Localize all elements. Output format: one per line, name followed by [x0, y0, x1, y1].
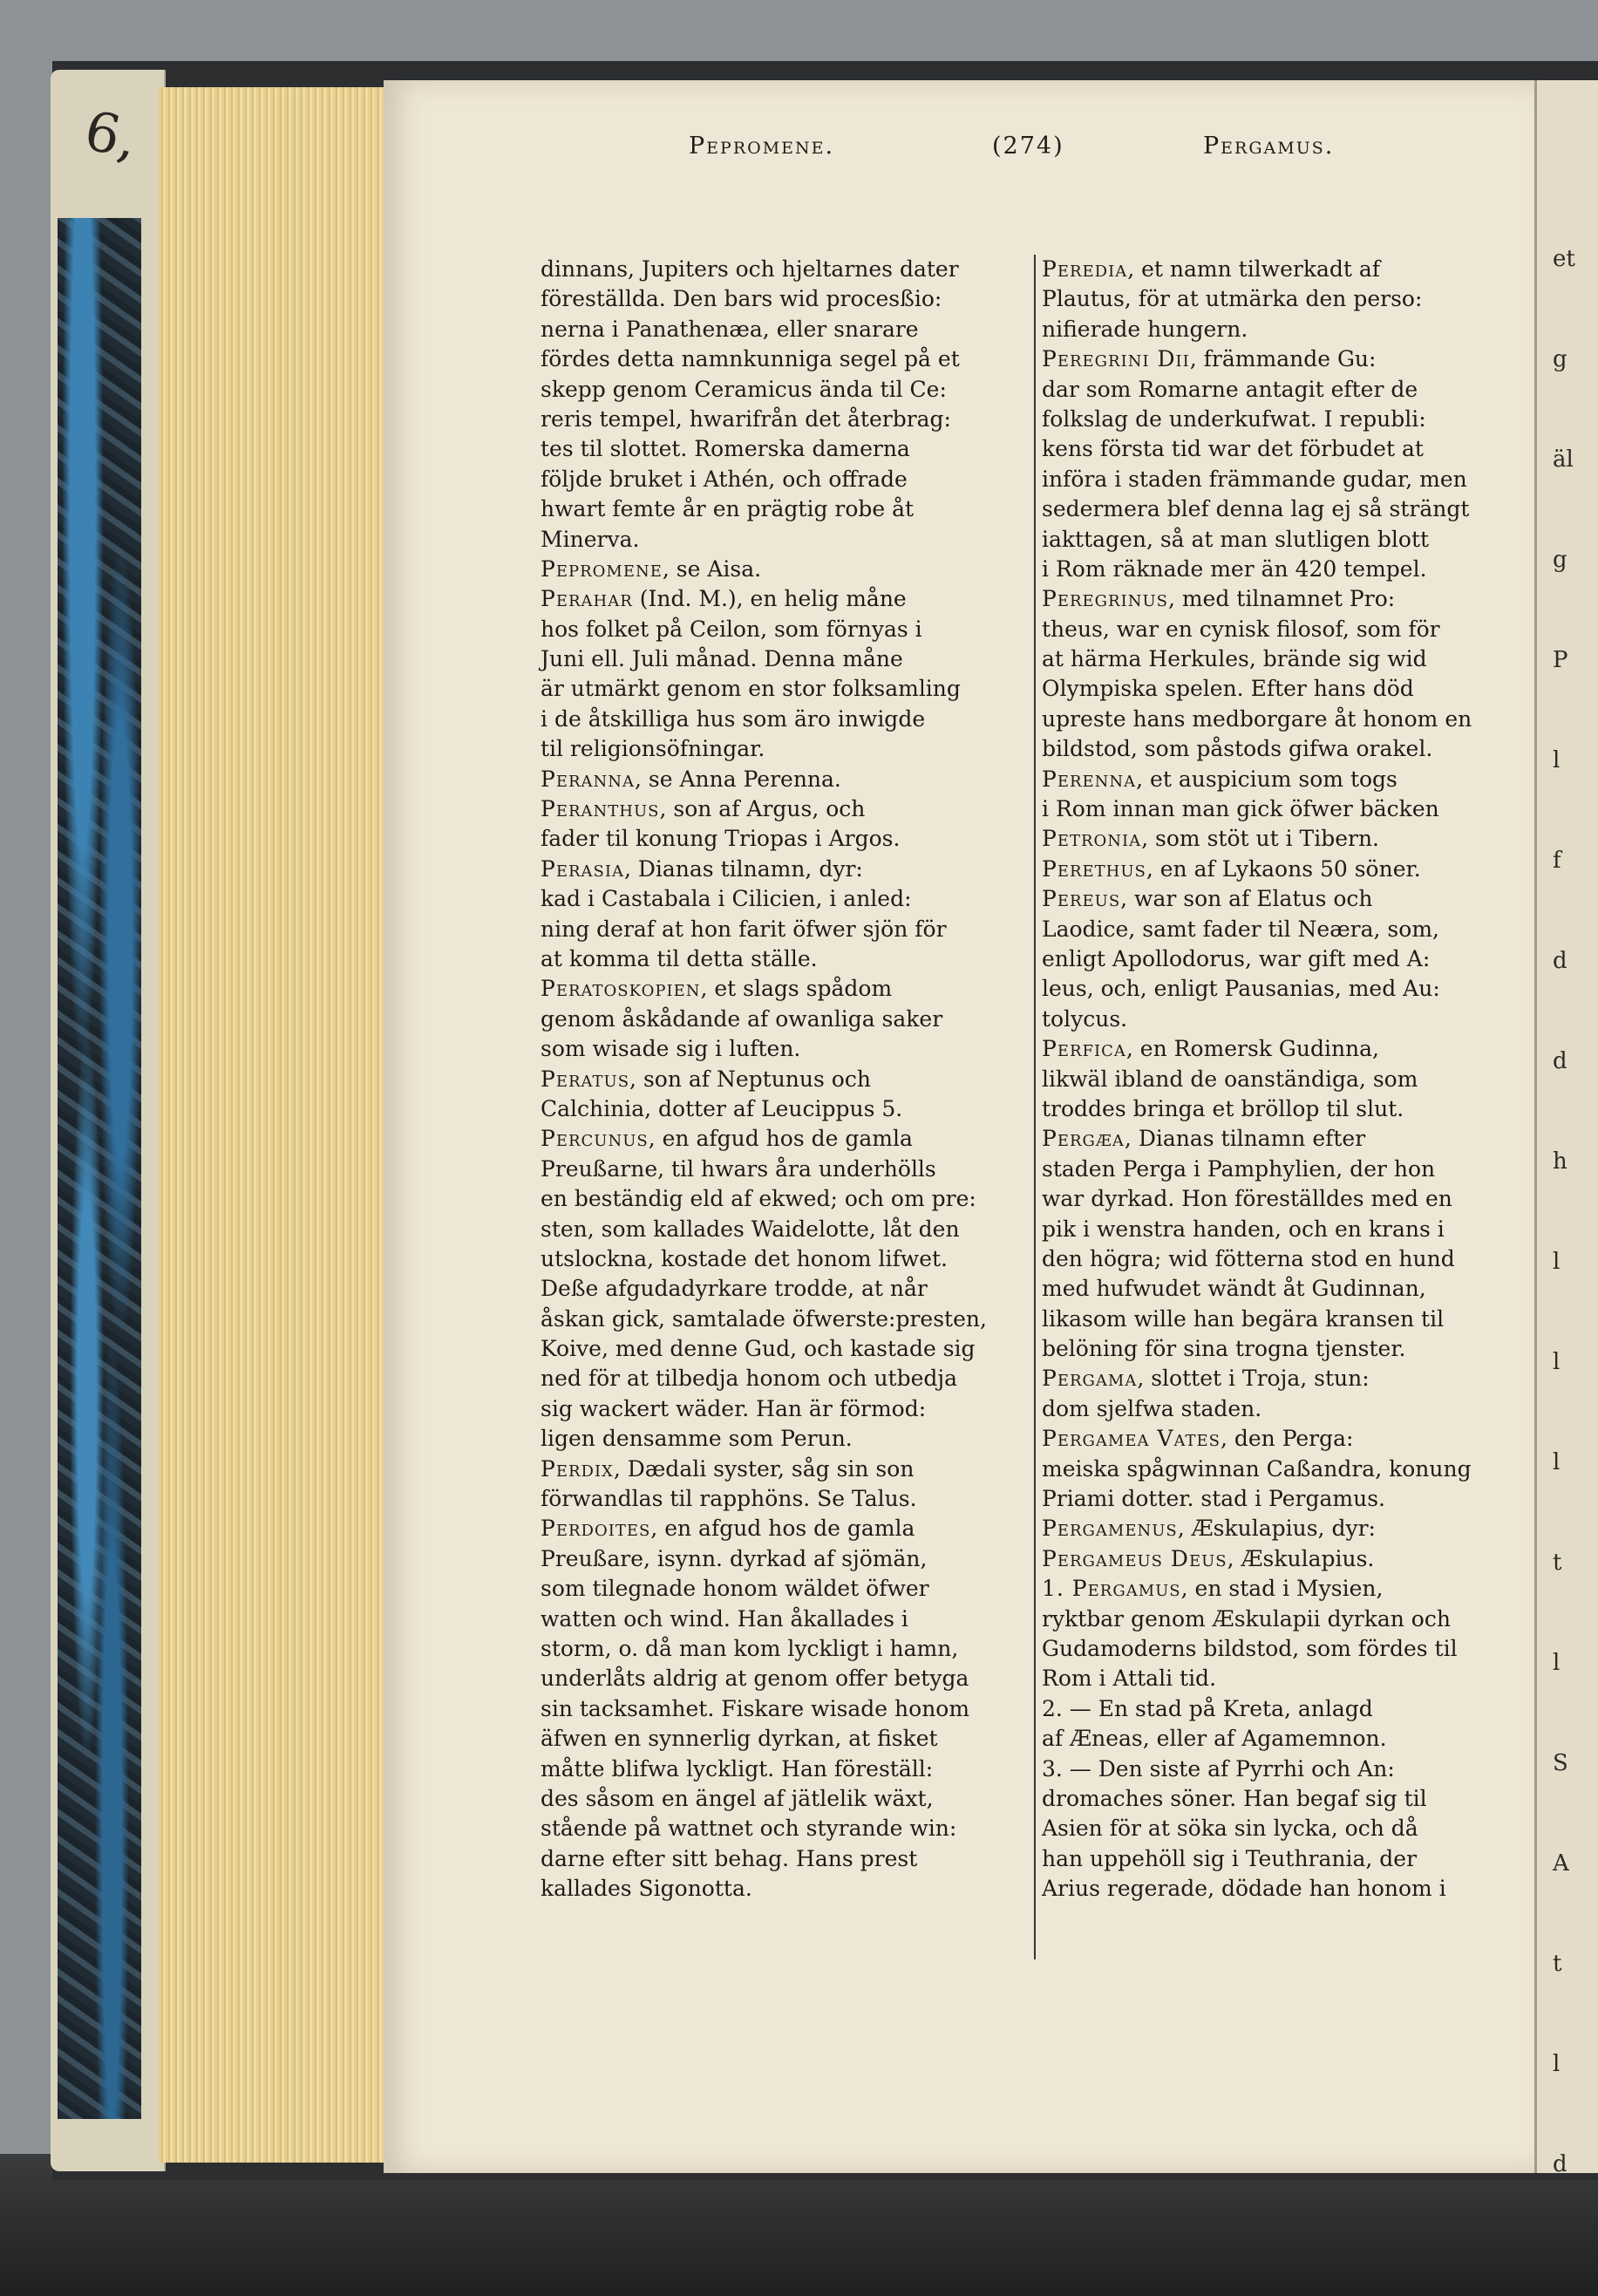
text-line: Pergama, slottet i Troja, stun:: [1042, 1366, 1370, 1392]
text-line: dinnans, Jupiters och hjeltarnes dater: [541, 256, 959, 282]
running-head-right: Pergamus.: [1203, 133, 1335, 160]
text-line: at komma til detta ställe.: [541, 945, 818, 971]
text-line: skepp genom Ceramicus ända til Ce:: [541, 376, 947, 402]
text-line: ryktbar genom Æskulapii dyrkan och: [1042, 1605, 1451, 1632]
text-line: Laodice, samt fader til Neæra, som,: [1042, 916, 1439, 942]
entry-headword: Peranthus: [541, 796, 660, 822]
text-line: Perdix, Dædali syster, såg sin son: [541, 1455, 915, 1482]
text-line: tolycus.: [1042, 1005, 1128, 1032]
text-line: ning deraf at hon farit öfwer sjön för: [541, 916, 947, 942]
text-line: Juni ell. Juli månad. Denna måne: [541, 646, 903, 672]
text-line: Perethus, en af Lykaons 50 söner.: [1042, 855, 1421, 882]
text-line: folkslag de underkufwat. I republi:: [1042, 405, 1426, 432]
text-line: Rom i Attali tid.: [1042, 1666, 1217, 1692]
next-page-fragment: h: [1553, 1148, 1567, 1175]
next-page-fragment: äl: [1553, 446, 1574, 473]
text-line: staden Perga i Pamphylien, der hon: [1042, 1155, 1436, 1182]
text-line: äfwen en synnerlig dyrkan, at fisket: [541, 1726, 938, 1752]
text-line: han uppehöll sig i Teuthrania, der: [1042, 1845, 1418, 1871]
text-line: Perdoites, en afgud hos de gamla: [541, 1516, 915, 1542]
text-line: hos folket på Ceilon, som förnyas i: [541, 616, 922, 642]
text-line: 3. — Den siste af Pyrrhi och An:: [1042, 1755, 1395, 1782]
entry-headword: Pergamenus: [1042, 1516, 1178, 1542]
text-line: fördes detta namnkunniga segel på et: [541, 346, 960, 372]
entry-headword: Pergæa: [1042, 1126, 1125, 1152]
text-line: i de åtskilliga hus som äro inwigde: [541, 705, 926, 732]
text-line: Perahar (Ind. M.), en helig måne: [541, 586, 907, 612]
text-line: theus, war en cynisk filosof, som för: [1042, 616, 1440, 642]
entry-headword: Peregrini Dii: [1042, 346, 1190, 372]
next-page-fragment: t: [1553, 1951, 1562, 1977]
text-line: nerna i Panathenæa, eller snarare: [541, 316, 919, 342]
page-number: (274): [992, 133, 1064, 160]
next-page-fragment: et: [1553, 246, 1575, 272]
entry-headword: Pergamea Vates: [1042, 1426, 1221, 1452]
next-page-fragment: l: [1553, 1249, 1561, 1275]
text-line: som wisade sig i luften.: [541, 1036, 801, 1062]
entry-headword: Petronia: [1042, 826, 1142, 852]
text-line: föreställda. Den bars wid procesßio:: [541, 286, 942, 312]
text-line: Minerva.: [541, 526, 640, 552]
text-line: underlåts aldrig at genom offer betyga: [541, 1666, 969, 1692]
text-line: sig wackert wäder. Han är förmod:: [541, 1395, 927, 1421]
text-line: som tilegnade honom wäldet öfwer: [541, 1576, 929, 1602]
text-line: den högra; wid fötterna stod en hund: [1042, 1245, 1455, 1271]
entry-headword: Perasia: [541, 855, 624, 882]
text-line: införa i staden främmande gudar, men: [1042, 466, 1467, 492]
entry-headword: Perfica: [1042, 1036, 1126, 1062]
text-line: Pepromene, se Aisa.: [541, 555, 762, 582]
next-page-fragment: P: [1553, 647, 1568, 673]
text-line: Peredia, et namn tilwerkadt af: [1042, 256, 1381, 282]
entry-headword: Peregrinus: [1042, 586, 1168, 612]
text-line: Peratoskopien, et slags spådom: [541, 976, 893, 1002]
text-line: följde bruket i Athén, och offrade: [541, 466, 908, 492]
text-line: 1. Pergamus, en stad i Mysien,: [1042, 1576, 1384, 1602]
text-line: Koive, med denne Gud, och kastade sig: [541, 1336, 976, 1362]
entry-headword: Peratus: [541, 1066, 630, 1092]
text-line: Perenna, et auspicium som togs: [1042, 766, 1397, 792]
text-line: Asien för at söka sin lycka, och då: [1042, 1816, 1418, 1842]
text-line: Olympiska spelen. Efter hans död: [1042, 676, 1414, 702]
next-page-fragment: l: [1553, 1449, 1561, 1475]
text-line: Pergamea Vates, den Perga:: [1042, 1426, 1354, 1452]
text-line: nifierade hungern.: [1042, 316, 1248, 342]
text-line: ligen densamme som Perun.: [541, 1426, 853, 1452]
text-line: Pergæa, Dianas tilnamn efter: [1042, 1126, 1366, 1152]
text-line: war dyrkad. Hon föreställdes med en: [1042, 1186, 1452, 1212]
text-line: watten och wind. Han åkallades i: [541, 1605, 908, 1632]
text-line: reris tempel, hwarifrån det återbrag:: [541, 405, 951, 432]
text-line: kad i Castabala i Cilicien, i anled:: [541, 886, 912, 912]
next-page-fragment: d: [1553, 1048, 1567, 1074]
text-line: Peregrinus, med tilnamnet Pro:: [1042, 586, 1396, 612]
text-line: bildstod, som påstods gifwa orakel.: [1042, 736, 1433, 762]
entry-headword: Percunus: [541, 1126, 649, 1152]
next-page-fragment: l: [1553, 1349, 1561, 1375]
text-line: Peranthus, son af Argus, och: [541, 796, 866, 822]
left-text-column: [541, 255, 1037, 1904]
text-line: Priami dotter. stad i Pergamus.: [1042, 1486, 1385, 1512]
text-line: leus, och, enligt Pausanias, med Au:: [1042, 976, 1440, 1002]
text-line: upreste hans medborgare åt honom en: [1042, 705, 1472, 732]
text-line: Calchinia, dotter af Leucippus 5.: [541, 1095, 903, 1121]
text-line: sin tacksamhet. Fiskare wisade honom: [541, 1695, 970, 1721]
page-block-edge: [159, 87, 390, 2163]
text-line: likwäl ibland de oanständiga, som: [1042, 1066, 1418, 1092]
text-line: sten, som kallades Waidelotte, låt den: [541, 1216, 960, 1242]
text-line: Preußarne, til hwars åra underhölls: [541, 1155, 936, 1182]
handwritten-mark: 6,: [79, 98, 144, 172]
entry-headword: Perethus: [1042, 855, 1146, 882]
text-line: en beständig eld af ekwed; och om pre:: [541, 1186, 976, 1212]
text-line: med hufwudet wändt åt Gudinnan,: [1042, 1276, 1426, 1302]
text-line: storm, o. då man kom lyckligt i hamn,: [541, 1635, 959, 1661]
text-line: kens första tid war det förbudet at: [1042, 436, 1424, 462]
next-page-fragment: g: [1553, 346, 1567, 372]
next-page-fragment: d: [1553, 948, 1567, 974]
text-line: åskan gick, samtalade öfwerste:presten,: [541, 1305, 987, 1332]
text-line: Perasia, Dianas tilnamn, dyr:: [541, 855, 863, 882]
text-line: hwart femte år en prägtig robe åt: [541, 496, 915, 522]
entry-headword: Pergameus Deus: [1042, 1545, 1227, 1571]
text-line: Peranna, se Anna Perenna.: [541, 766, 841, 792]
text-line: Perfica, en Romersk Gudinna,: [1042, 1036, 1380, 1062]
next-page-fragment: l: [1553, 747, 1561, 773]
text-line: dar som Romarne antagit efter de: [1042, 376, 1418, 402]
text-line: til religionsöfningar.: [541, 736, 765, 762]
entry-headword: Perenna: [1042, 766, 1137, 792]
text-line: troddes bringa et bröllop til slut.: [1042, 1095, 1404, 1121]
next-page-fragment: A: [1553, 1850, 1569, 1877]
text-line: Pergamenus, Æskulapius, dyr:: [1042, 1516, 1376, 1542]
text-line: belöning för sina trogna tjenster.: [1042, 1336, 1406, 1362]
text-line: Plautus, för at utmärka den perso:: [1042, 286, 1423, 312]
text-line: Pereus, war son af Elatus och: [1042, 886, 1373, 912]
text-line: dom sjelfwa staden.: [1042, 1395, 1262, 1421]
text-line: at härma Herkules, brände sig wid: [1042, 646, 1427, 672]
text-line: Deße afgudadyrkare trodde, at når: [541, 1276, 928, 1302]
text-line: Gudamoderns bildstod, som fördes til: [1042, 1635, 1458, 1661]
text-line: likasom wille han begära kransen til: [1042, 1305, 1445, 1332]
text-line: Arius regerade, dödade han honom i: [1042, 1876, 1446, 1902]
entry-headword: Peratoskopien: [541, 976, 701, 1002]
text-line: i Rom innan man gick öfwer bäcken: [1042, 796, 1439, 822]
entry-headword: Pepromene: [541, 555, 663, 582]
next-page-fragment: d: [1553, 2151, 1567, 2173]
entry-headword: Perahar: [541, 586, 633, 612]
next-page-fragment: t: [1553, 1550, 1562, 1576]
text-line: Peregrini Dii, främmande Gu:: [1042, 346, 1377, 372]
text-line: stående på wattnet och styrande win:: [541, 1816, 957, 1842]
text-line: dromaches söner. Han begaf sig til: [1042, 1785, 1427, 1811]
text-line: iakttagen, så at man slutligen blott: [1042, 526, 1430, 552]
entry-headword: Pergama: [1042, 1366, 1138, 1392]
next-page-edge: [1534, 80, 1598, 2173]
text-line: utslockna, kostade det honom lifwet.: [541, 1245, 948, 1271]
text-line: tes til slottet. Romerska damerna: [541, 436, 910, 462]
text-line: Preußare, isynn. dyrkad af sjömän,: [541, 1545, 928, 1571]
text-line: des såsom en ängel af jätlelik wäxt,: [541, 1785, 934, 1811]
text-line: pik i wenstra handen, och en krans i: [1042, 1216, 1445, 1242]
text-line: i Rom räknade mer än 420 tempel.: [1042, 555, 1427, 582]
text-line: måtte blifwa lyckligt. Han föreställ:: [541, 1755, 934, 1782]
entry-headword: 1. Pergamus: [1042, 1576, 1181, 1602]
text-line: sedermera blef denna lag ej så strängt: [1042, 496, 1470, 522]
text-line: genom åskådande af owanliga saker: [541, 1005, 943, 1032]
text-line: enligt Apollodorus, war gift med A:: [1042, 945, 1431, 971]
text-line: Percunus, en afgud hos de gamla: [541, 1126, 913, 1152]
text-line: är utmärkt genom en stor folksamling: [541, 676, 961, 702]
text-line: af Æneas, eller af Agamemnon.: [1042, 1726, 1387, 1752]
entry-headword: Pereus: [1042, 886, 1121, 912]
entry-headword: Peredia: [1042, 256, 1128, 282]
text-line: kallades Sigonotta.: [541, 1876, 752, 1902]
text-line: ned för at tilbedja honom och utbedja: [541, 1366, 958, 1392]
text-line: förwandlas til rapphöns. Se Talus.: [541, 1486, 917, 1512]
next-page-fragment: l: [1553, 2051, 1561, 2077]
text-line: 2. — En stad på Kreta, anlagd: [1042, 1695, 1373, 1721]
text-line: Petronia, som stöt ut i Tibern.: [1042, 826, 1379, 852]
text-line: fader til konung Triopas i Argos.: [541, 826, 901, 852]
text-line: Pergameus Deus, Æskulapius.: [1042, 1545, 1375, 1571]
entry-headword: Peranna: [541, 766, 636, 792]
marbled-endpaper: [58, 218, 141, 2119]
text-line: darne efter sitt behag. Hans prest: [541, 1845, 918, 1871]
next-page-fragment: f: [1553, 848, 1561, 874]
next-page-fragment: g: [1553, 547, 1567, 573]
text-line: Peratus, son af Neptunus och: [541, 1066, 871, 1092]
next-page-fragment: l: [1553, 1650, 1561, 1676]
text-line: meiska spågwinnan Caßandra, konung: [1042, 1455, 1472, 1482]
entry-headword: Perdix: [541, 1455, 614, 1482]
next-page-fragment: S: [1553, 1750, 1568, 1776]
right-text-column: [1042, 255, 1521, 1904]
running-head-left: Pepromene.: [689, 133, 835, 160]
entry-headword: Perdoites: [541, 1516, 651, 1542]
